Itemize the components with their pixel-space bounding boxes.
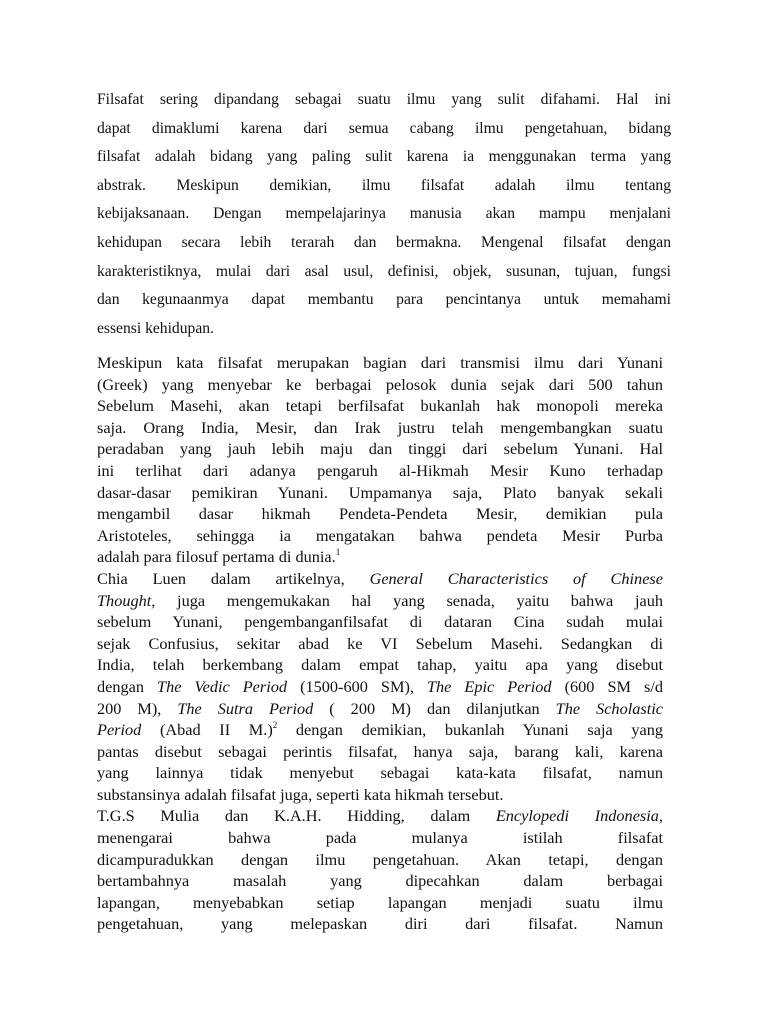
text-line: dengan The Vedic Period (1500-600 SM), The Epic Period (600 SM s/d — [97, 676, 663, 696]
text-line: sebelum Yunani, pengembanganfilsafat di dataran Cina sudah mulai — [97, 612, 663, 632]
text-line: sejak Confusius, sekitar abad ke VI Sebelum Masehi. Sedangkan di — [97, 633, 663, 653]
document-body — [97, 352, 663, 935]
text-line: ini terlihat dari adanya pengaruh al-Hikmah Mesir Kuno terhadap — [97, 460, 663, 480]
text-line: mengambil dasar hikmah Pendeta-Pendeta Mesir, demikian pula — [97, 504, 663, 524]
text-line: menengarai bahwa pada mulanya istilah filsafat — [97, 828, 663, 848]
paragraph-yunani — [97, 352, 663, 568]
text-line: dasar-dasar pemikiran Yunani. Umpamanya saja, Plato banyak sekali — [97, 482, 663, 502]
text-line: 200 M), The Sutra Period ( 200 M) dan dilanjutkan The Scholastic — [97, 698, 663, 718]
text-line: abstrak. Meskipun demikian, ilmu filsafat adalah ilmu tentang — [97, 176, 671, 194]
text-line: Period (Abad II M.)$^2$ dengan demikian, bukanlah Yunani saja yang — [97, 720, 663, 740]
paragraph-mulia-hidding — [97, 805, 663, 935]
text-line: dicampuradukkan dengan ilmu pengetahuan. Akan tetapi, dengan — [97, 849, 663, 869]
text-line: essensi kehidupan. — [97, 319, 214, 337]
text-line: pantas disebut sebagai perintis filsafat, hanya saja, barang kali, karena — [97, 741, 663, 761]
text-line: India, telah berkembang dalam empat tahap, yaitu apa yang disebut — [97, 655, 663, 675]
text-line: Aristoteles, sehingga ia mengatakan bahwa pendeta Mesir Purba — [97, 525, 663, 545]
text-line: (Greek) yang menyebar ke berbagai pelosok dunia sejak dari 500 tahun — [97, 374, 663, 394]
text-line: Meskipun kata filsafat merupakan bagian dari transmisi ilmu dari Yunani — [97, 353, 663, 372]
text-line: T.G.S Mulia dan K.A.H. Hidding, dalam Encylopedi Indonesia, — [97, 806, 663, 826]
text-line: Filsafat sering dipandang sebagai suatu ilmu yang sulit difahami. Hal ini — [97, 91, 671, 108]
paragraph-intro — [97, 86, 671, 343]
text-line: dapat dimaklumi karena dari semua cabang ilmu pengetahuan, bidang — [97, 119, 671, 137]
text-line: bertambahnya masalah yang dipecahkan dalam berbagai — [97, 871, 663, 891]
text-line: adalah para filosuf pertama di dunia.$^1$ — [97, 547, 341, 567]
text-line: peradaban yang jauh lebih maju dan tinggi dari sebelum Yunani. Hal — [97, 439, 663, 459]
text-line: Thought, juga mengemukakan hal yang senada, yaitu bahwa jauh — [97, 590, 663, 610]
text-line: Sebelum Masehi, akan tetapi berfilsafat bukanlah hak monopoli mereka — [97, 396, 663, 416]
text-line: Chia Luen dalam artikelnya, General Characteristics of Chinese — [97, 568, 663, 588]
text-line: saja. Orang India, Mesir, dan Irak justru telah mengembangkan suatu — [97, 417, 663, 437]
footnote-marker: 1 — [335, 547, 341, 558]
text-line: substansinya adalah filsafat juga, seperti kata hikmah tersebut. — [97, 784, 504, 804]
text-line: filsafat adalah bidang yang paling sulit karena ia menggunakan terma yang — [97, 148, 671, 166]
footnote-marker: 2 — [272, 720, 278, 731]
text-line: dan kegunaanmya dapat membantu para pencintanya untuk memahami — [97, 291, 671, 309]
text-line: kebijaksanaan. Dengan mempelajarinya manusia akan mampu menjalani — [97, 205, 671, 223]
text-line: kehidupan secara lebih terarah dan bermakna. Mengenal filsafat dengan — [97, 233, 671, 251]
text-line: pengetahuan, yang melepaskan diri dari filsafat. Namun — [97, 914, 663, 934]
text-line: lapangan, menyebabkan setiap lapangan menjadi suatu ilmu — [97, 892, 663, 912]
paragraph-chia-luen — [97, 568, 663, 806]
text-line: karakteristiknya, mulai dari asal usul, definisi, objek, susunan, tujuan, fungsi — [97, 262, 671, 280]
text-line: yang lainnya tidak menyebut sebagai kata-kata filsafat, namun — [97, 763, 663, 783]
